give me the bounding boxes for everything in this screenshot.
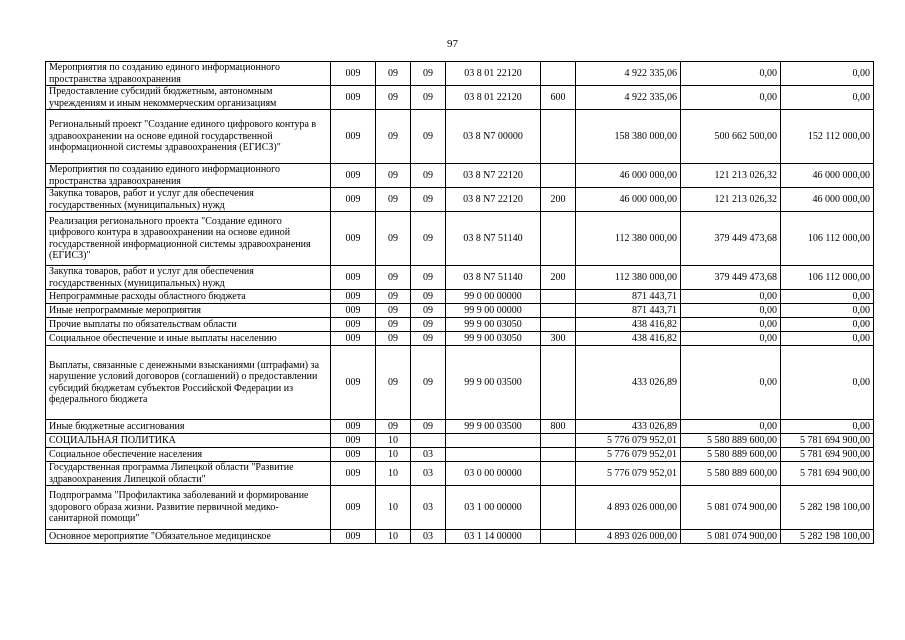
ved-code: 009 [331,212,376,266]
ved-code: 009 [331,332,376,346]
item-name: Социальное обеспечение и иные выплаты населению [46,332,331,346]
amount-year-2: 5 081 074 900,00 [681,486,781,530]
amount-year-2: 5 580 889 600,00 [681,448,781,462]
table-row [46,530,874,544]
section-code: 09 [376,62,411,86]
section-code: 09 [376,110,411,164]
expense-type-code: 600 [541,86,576,110]
item-name: Социальное обеспечение населения [46,448,331,462]
ved-code: 009 [331,346,376,420]
amount-year-2: 379 449 473,68 [681,266,781,290]
amount-year-3: 0,00 [781,332,874,346]
amount-year-3: 106 112 000,00 [781,266,874,290]
subsection-code [411,434,446,448]
ved-code: 009 [331,266,376,290]
target-article-code: 99 0 00 00000 [446,290,541,304]
item-name: Закупка товаров, работ и услуг для обеспечения государственных (муниципальных) нужд [46,188,331,212]
target-article-code: 99 9 00 03050 [446,318,541,332]
section-code: 09 [376,290,411,304]
subsection-code: 09 [411,62,446,86]
amount-year-3: 5 282 198 100,00 [781,530,874,544]
ved-code: 009 [331,290,376,304]
section-code: 09 [376,332,411,346]
subsection-code: 03 [411,448,446,462]
amount-year-2: 0,00 [681,304,781,318]
target-article-code: 03 8 N7 51140 [446,212,541,266]
item-name: Реализация регионального проекта "Создание единого цифрового контура в здравоохранении на основе единой государственной информационной системы здравоохранения (ЕГИСЗ)" [46,212,331,266]
subsection-code: 03 [411,486,446,530]
section-code: 10 [376,462,411,486]
amount-year-1: 4 893 026 000,00 [576,530,681,544]
amount-year-3: 0,00 [781,290,874,304]
amount-year-1: 433 026,89 [576,346,681,420]
table-row [46,86,874,110]
ved-code: 009 [331,530,376,544]
amount-year-1: 46 000 000,00 [576,164,681,188]
amount-year-1: 5 776 079 952,01 [576,462,681,486]
amount-year-3: 0,00 [781,346,874,420]
amount-year-2: 0,00 [681,420,781,434]
item-name: Основное мероприятие "Обязательное медицинское [46,530,331,544]
amount-year-2: 5 580 889 600,00 [681,462,781,486]
section-code: 10 [376,486,411,530]
item-name: Предоставление субсидий бюджетным, автономным учреждениям и иным некоммерческим организациям [46,86,331,110]
amount-year-2: 0,00 [681,86,781,110]
subsection-code: 09 [411,266,446,290]
target-article-code: 03 1 00 00000 [446,486,541,530]
target-article-code: 03 8 01 22120 [446,62,541,86]
section-code: 09 [376,86,411,110]
expense-type-code: 800 [541,420,576,434]
amount-year-3: 0,00 [781,304,874,318]
amount-year-2: 0,00 [681,346,781,420]
amount-year-2: 0,00 [681,290,781,304]
amount-year-2: 500 662 500,00 [681,110,781,164]
table-row [46,346,874,420]
target-article-code: 03 8 01 22120 [446,86,541,110]
target-article-code: 99 9 00 00000 [446,304,541,318]
amount-year-1: 46 000 000,00 [576,188,681,212]
expense-type-code [541,346,576,420]
item-name: СОЦИАЛЬНАЯ ПОЛИТИКА [46,434,331,448]
expense-type-code [541,62,576,86]
amount-year-2: 379 449 473,68 [681,212,781,266]
subsection-code: 09 [411,212,446,266]
amount-year-3: 0,00 [781,86,874,110]
section-code: 10 [376,434,411,448]
table-row [46,266,874,290]
section-code: 10 [376,530,411,544]
ved-code: 009 [331,86,376,110]
table-row [46,448,874,462]
target-article-code: 03 1 14 00000 [446,530,541,544]
amount-year-3: 46 000 000,00 [781,164,874,188]
table-row [46,486,874,530]
subsection-code: 09 [411,188,446,212]
amount-year-2: 0,00 [681,318,781,332]
item-name: Прочие выплаты по обязательствам области [46,318,331,332]
amount-year-1: 112 380 000,00 [576,212,681,266]
expense-type-code: 200 [541,266,576,290]
table-row [46,212,874,266]
ved-code: 009 [331,448,376,462]
subsection-code: 09 [411,304,446,318]
section-code: 09 [376,420,411,434]
subsection-code: 09 [411,164,446,188]
section-code: 09 [376,266,411,290]
amount-year-3: 152 112 000,00 [781,110,874,164]
target-article-code: 99 9 00 03500 [446,420,541,434]
subsection-code: 09 [411,86,446,110]
amount-year-2: 5 580 889 600,00 [681,434,781,448]
amount-year-3: 106 112 000,00 [781,212,874,266]
item-name: Непрограммные расходы областного бюджета [46,290,331,304]
amount-year-1: 438 416,82 [576,318,681,332]
expense-type-code [541,164,576,188]
table-row [46,318,874,332]
table-row [46,420,874,434]
amount-year-3: 0,00 [781,62,874,86]
section-code: 09 [376,188,411,212]
amount-year-1: 4 922 335,06 [576,62,681,86]
ved-code: 009 [331,188,376,212]
target-article-code: 03 8 N7 22120 [446,188,541,212]
table-row [46,304,874,318]
table-row [46,290,874,304]
subsection-code: 09 [411,332,446,346]
subsection-code: 09 [411,110,446,164]
amount-year-3: 5 282 198 100,00 [781,486,874,530]
amount-year-1: 871 443,71 [576,290,681,304]
amount-year-1: 871 443,71 [576,304,681,318]
budget-table [45,61,874,544]
ved-code: 009 [331,434,376,448]
target-article-code: 03 8 N7 22120 [446,164,541,188]
table-row [46,462,874,486]
expense-type-code [541,304,576,318]
amount-year-1: 4 922 335,06 [576,86,681,110]
section-code: 09 [376,304,411,318]
expense-type-code [541,486,576,530]
item-name: Выплаты, связанные с денежными взысканиями (штрафами) за нарушение условий договоров (соглашений) о предоставлении субсидий бюджетам субъектов Российской Федерации из федерального бюджета [46,346,331,420]
amount-year-1: 112 380 000,00 [576,266,681,290]
page-number: 97 [447,38,458,50]
section-code: 09 [376,346,411,420]
item-name: Государственная программа Липецкой области "Развитие здравоохранения Липецкой области" [46,462,331,486]
table-row [46,188,874,212]
item-name: Закупка товаров, работ и услуг для обеспечения государственных (муниципальных) нужд [46,266,331,290]
target-article-code: 03 8 N7 00000 [446,110,541,164]
target-article-code: 99 9 00 03050 [446,332,541,346]
ved-code: 009 [331,62,376,86]
expense-type-code: 300 [541,332,576,346]
expense-type-code [541,530,576,544]
subsection-code: 09 [411,346,446,420]
amount-year-3: 46 000 000,00 [781,188,874,212]
item-name: Подпрограмма "Профилактика заболеваний и формирование здорового образа жизни. Развитие первичной медико-санитарной помощи" [46,486,331,530]
target-article-code: 03 0 00 00000 [446,462,541,486]
expense-type-code [541,212,576,266]
amount-year-3: 5 781 694 900,00 [781,448,874,462]
item-name: Иные непрограммные мероприятия [46,304,331,318]
section-code: 09 [376,212,411,266]
amount-year-1: 433 026,89 [576,420,681,434]
subsection-code: 09 [411,318,446,332]
amount-year-3: 0,00 [781,420,874,434]
amount-year-1: 4 893 026 000,00 [576,486,681,530]
subsection-code: 09 [411,290,446,304]
ved-code: 009 [331,462,376,486]
section-code: 09 [376,318,411,332]
amount-year-2: 0,00 [681,332,781,346]
target-article-code: 03 8 N7 51140 [446,266,541,290]
ved-code: 009 [331,486,376,530]
expense-type-code [541,462,576,486]
ved-code: 009 [331,304,376,318]
expense-type-code [541,318,576,332]
ved-code: 009 [331,420,376,434]
section-code: 09 [376,164,411,188]
amount-year-2: 5 081 074 900,00 [681,530,781,544]
target-article-code [446,434,541,448]
expense-type-code [541,434,576,448]
subsection-code: 03 [411,462,446,486]
expense-type-code [541,290,576,304]
amount-year-3: 5 781 694 900,00 [781,462,874,486]
table-row [46,332,874,346]
table-row [46,62,874,86]
expense-type-code [541,448,576,462]
amount-year-1: 158 380 000,00 [576,110,681,164]
table-row [46,110,874,164]
item-name: Мероприятия по созданию единого информационного пространства здравоохранения [46,164,331,188]
target-article-code [446,448,541,462]
subsection-code: 09 [411,420,446,434]
expense-type-code: 200 [541,188,576,212]
amount-year-2: 121 213 026,32 [681,188,781,212]
table-row [46,164,874,188]
expense-type-code [541,110,576,164]
amount-year-1: 5 776 079 952,01 [576,434,681,448]
amount-year-1: 438 416,82 [576,332,681,346]
target-article-code: 99 9 00 03500 [446,346,541,420]
subsection-code: 03 [411,530,446,544]
amount-year-2: 0,00 [681,62,781,86]
ved-code: 009 [331,110,376,164]
table-row [46,434,874,448]
amount-year-3: 5 781 694 900,00 [781,434,874,448]
amount-year-1: 5 776 079 952,01 [576,448,681,462]
section-code: 10 [376,448,411,462]
ved-code: 009 [331,318,376,332]
item-name: Мероприятия по созданию единого информационного пространства здравоохранения [46,62,331,86]
amount-year-3: 0,00 [781,318,874,332]
ved-code: 009 [331,164,376,188]
amount-year-2: 121 213 026,32 [681,164,781,188]
item-name: Региональный проект "Создание единого цифрового контура в здравоохранении на основе единой государственной информационной системы здравоохранения (ЕГИСЗ)" [46,110,331,164]
item-name: Иные бюджетные ассигнования [46,420,331,434]
